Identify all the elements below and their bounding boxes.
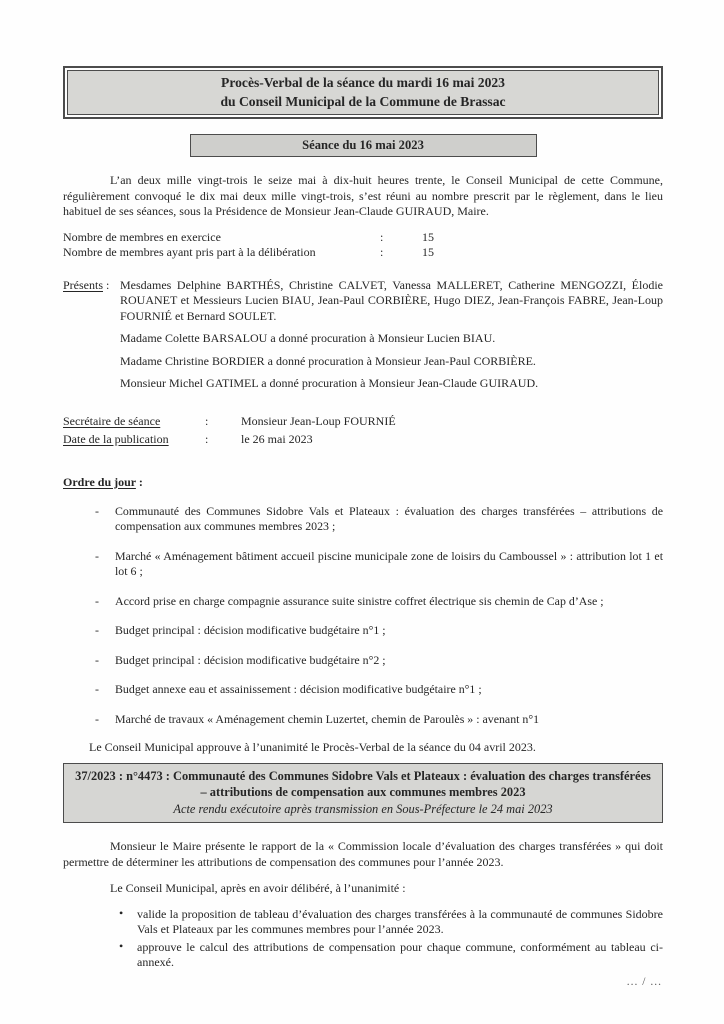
- title-box: [63, 66, 663, 119]
- meta-value: Monsieur Jean-Loup FOURNIÉ: [241, 413, 396, 428]
- bullet-marker: •: [119, 905, 124, 920]
- deliberation-report-paragraph: Monsieur le Maire présente le rapport de la « Commission locale d’évaluation des charges transférées » qui doit permettre de déterminer les attributions de compensation des communes pour l’année 2023.: [63, 839, 663, 869]
- attendance-label-colon: :: [103, 277, 110, 292]
- agenda-item-dash: -: [95, 548, 99, 563]
- agenda-item-dash: -: [95, 503, 99, 518]
- agenda-item-dash: -: [95, 711, 99, 726]
- agenda-item-text: Budget principal : décision modificative budgétaire n°1 ;: [115, 623, 386, 637]
- agenda-item: [63, 653, 663, 669]
- meta-label: Secrétaire de séance: [63, 413, 161, 428]
- count-label: Nombre de membres ayant pris part à la délibération: [63, 245, 316, 259]
- agenda-item-text: Marché « Aménagement bâtiment accueil piscine municipale zone de loisirs du Camboussel » : attribution lot 1 et lot 6 ;: [115, 548, 663, 578]
- agenda-item-dash: -: [95, 682, 99, 696]
- decision-bullet: [63, 907, 663, 938]
- deliberation-decision-intro: Le Conseil Municipal, après en avoir délibéré, à l’unanimité :: [110, 881, 406, 895]
- title-box-inner: [67, 70, 659, 115]
- member-counts: [63, 230, 663, 261]
- agenda-item: [63, 712, 663, 728]
- agenda-item: [63, 682, 663, 698]
- count-label: Nombre de membres en exercice: [63, 229, 221, 244]
- proxy-line: Monsieur Michel GATIMEL a donné procuration à Monsieur Jean-Claude GUIRAUD.: [120, 376, 539, 390]
- bullet-marker: •: [119, 938, 124, 953]
- page-continuation-mark: ... / ...: [626, 976, 662, 988]
- document-title-line1: Procès-Verbal de la séance du mardi 16 mai 2023: [221, 75, 505, 90]
- agenda-item-text: Budget annexe eau et assainissement : décision modificative budgétaire n°1 ;: [115, 682, 482, 696]
- agenda-heading: [63, 475, 663, 490]
- agenda-item: [63, 549, 663, 580]
- count-value: 15: [422, 245, 434, 259]
- count-row-members-in-office: [63, 230, 663, 246]
- count-separator: :: [380, 229, 384, 244]
- meta-section: [63, 414, 663, 448]
- agenda-item-dash: -: [95, 652, 99, 667]
- decision-bullet-text: approuve le calcul des attributions de compensation pour chaque commune, conformément au tableau ci-annexé.: [137, 939, 663, 969]
- agenda-heading-text: Ordre du jour: [63, 474, 136, 489]
- agenda-item: [63, 623, 663, 639]
- deliberation-title: 37/2023 : n°4473 : Communauté des Communes Sidobre Vals et Plateaux : évaluation des charges transférées – attributions de compensation aux communes membres 2023: [75, 768, 651, 799]
- decision-bullet: [63, 940, 663, 971]
- decision-bullet-text: valide la proposition de tableau d’évaluation des charges transférées à la communauté de communes Sidobre Vals et Plateaux par les communes membres pour l’année 2023.: [137, 906, 663, 936]
- meta-row-publication-date: [63, 432, 663, 448]
- meta-label: Date de la publication: [63, 432, 169, 446]
- deliberation-header-box: [63, 763, 663, 824]
- proxy-line: Madame Colette BARSALOU a donné procuration à Monsieur Lucien BIAU.: [120, 331, 496, 345]
- agenda-item-dash: -: [95, 593, 99, 608]
- attendance-present-names: Mesdames Delphine BARTHÉS, Christine CALVET, Vanessa MALLERET, Catherine MENGOZZI, Élodie ROUANET et Messieurs Lucien BIAU, Jean-Paul CORBIÈRE, Hugo DIEZ, Jean-François FABRE, Jean-Loup FOURNIÉ et Bernard SOULET.: [120, 277, 663, 323]
- attendance-section: [63, 278, 663, 325]
- attendance-label-text: Présents: [63, 277, 103, 292]
- agenda-item-text: Budget principal : décision modificative budgétaire n°2 ;: [115, 652, 386, 667]
- agenda-item-dash: -: [95, 623, 99, 637]
- count-separator: :: [380, 245, 384, 259]
- previous-minutes-approval: Le Conseil Municipal approuve à l’unanimité le Procès-Verbal de la séance du 04 avril 2023.: [89, 740, 536, 754]
- opening-paragraph: L’an deux mille vingt-trois le seize mai à dix-huit heures trente, le Conseil Municipal de cette Commune, régulièrement convoqué le dix mai deux mille vingt-trois, s’est réuni au nombre prescrit par le règlement, dans le lieu habituel de ses séances, sous la Présidence de Monsieur Jean-Claude GUIRAUD, Maire.: [63, 173, 663, 218]
- count-row-members-voting: [63, 245, 663, 261]
- attendance-label: [63, 278, 120, 325]
- agenda-heading-colon: :: [135, 474, 143, 489]
- meta-row-secretary: [63, 414, 663, 430]
- deliberation-executory-note: Acte rendu exécutoire après transmission en Sous-Préfecture le 24 mai 2023: [173, 801, 553, 816]
- agenda-item: [63, 504, 663, 535]
- session-date-banner: Séance du 16 mai 2023: [190, 134, 537, 157]
- meta-value: le 26 mai 2023: [241, 432, 313, 446]
- document-content: [63, 0, 663, 971]
- meta-separator: :: [205, 413, 209, 428]
- meta-separator: :: [205, 432, 209, 446]
- agenda-item-text: Marché de travaux « Aménagement chemin Luzertet, chemin de Paroulès » : avenant n°1: [115, 711, 540, 726]
- agenda-item: [63, 594, 663, 610]
- agenda-item-text: Communauté des Communes Sidobre Vals et Plateaux : évaluation des charges transférées – attributions de compensation aux communes membres 2023 ;: [115, 503, 663, 533]
- proxy-line: Madame Christine BORDIER a donné procuration à Monsieur Jean-Paul CORBIÈRE.: [120, 353, 536, 368]
- agenda-item-text: Accord prise en charge compagnie assurance suite sinistre coffret électrique sis chemin de Cap d’Ase ;: [115, 593, 604, 608]
- document-title-line2: du Conseil Municipal de la Commune de Brassac: [220, 94, 506, 109]
- count-value: 15: [422, 229, 434, 244]
